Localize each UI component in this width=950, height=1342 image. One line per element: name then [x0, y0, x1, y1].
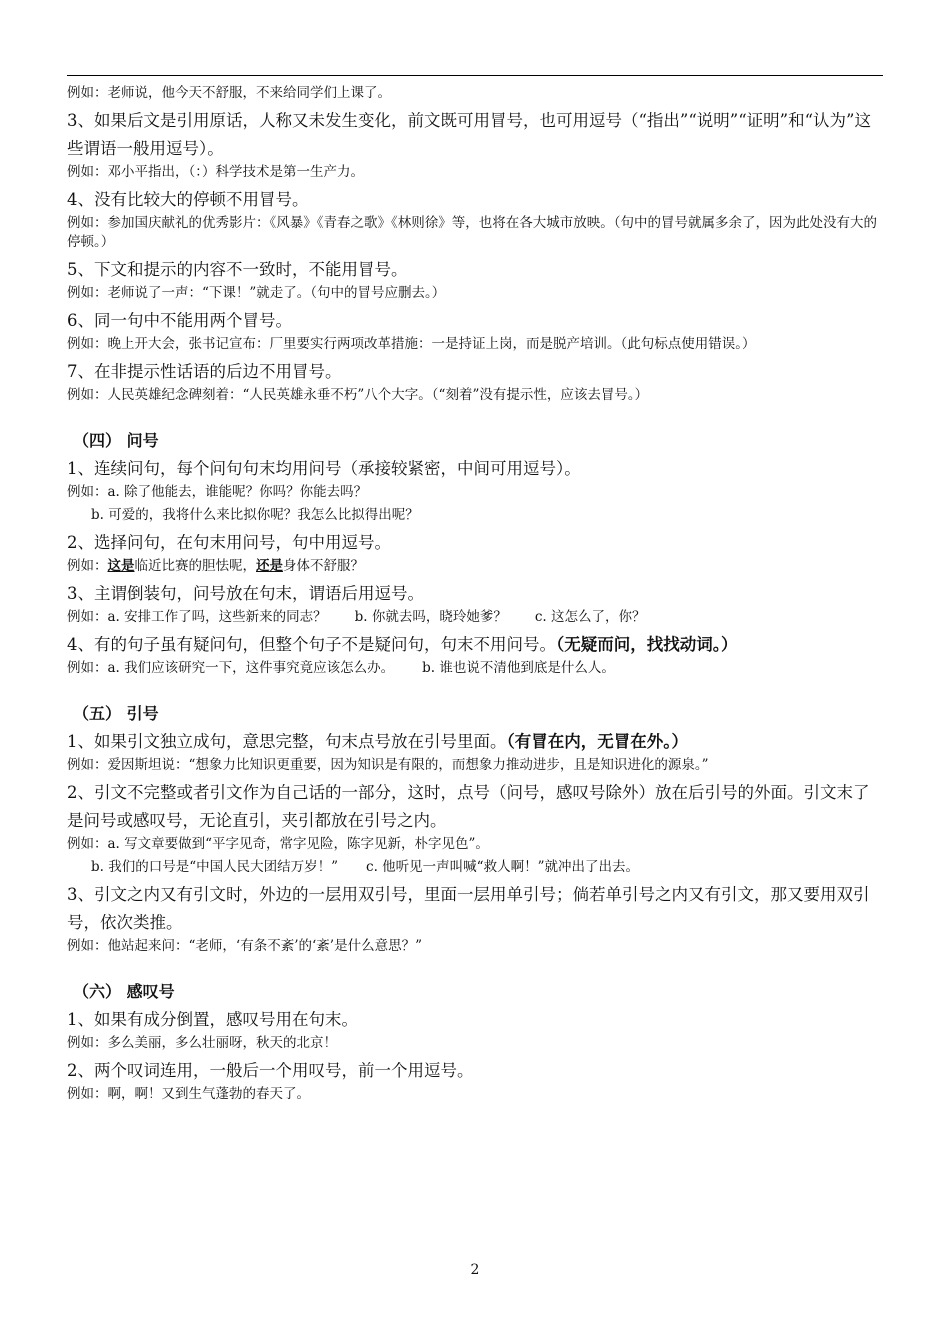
- example-line: [67, 557, 885, 576]
- example-line: 例如：人民英雄纪念碑刻着：“人民英雄永垂不朽”八个大字。（“刻着”没有提示性，应该去冒号。）: [67, 387, 649, 403]
- section-heading: （四） 问号: [73, 431, 159, 450]
- example-b: b. 你就去吗，晓玲她爹？: [354, 609, 507, 625]
- rule-line: [67, 728, 885, 756]
- rule-line: 3、如果后文是引用原话，人称又未发生变化，前文既可用冒号，也可用逗号（“指出”“说明”“证明”和“认为”这些谓语一般用逗号）。: [67, 111, 871, 158]
- example-line: [67, 858, 885, 877]
- rule-line: 4、没有比较大的停顿不用冒号。: [67, 190, 309, 209]
- header-rule: [67, 75, 883, 76]
- example-line: 例如：a. 除了他能去，谁能呢？你吗？你能去吗？: [67, 484, 368, 500]
- example-line: 例如：爱因斯坦说：“想象力比知识更重要，因为知识是有限的，而想象力推动进步，且是知识进化的源泉。”: [67, 757, 709, 773]
- rule-tip: （无疑而问，找找动词。）: [556, 635, 738, 654]
- example-line: 例如：老师说了一声：“下课！”就走了。（句中的冒号应删去。）: [67, 285, 446, 301]
- rule-line: 2、引文不完整或者引文作为自己话的一部分，这时，点号（问号，感叹号除外）放在后引号的外面。引文末了是问号或感叹号，无论直引，夹引都放在引号之内。: [67, 783, 870, 830]
- example-b: b. 我们的口号是“中国人民大团结万岁！”: [91, 859, 339, 875]
- rule-text: 4、有的句子虽有疑问句，但整个句子不是疑问句，句末不用问号。: [67, 635, 556, 654]
- example-prefix: 例如：: [67, 558, 108, 574]
- rule-line: 3、主谓倒装句，问号放在句末，谓语后用逗号。: [67, 584, 424, 603]
- rule-text: 1、如果引文独立成句，意思完整，句末点号放在引号里面。: [67, 732, 507, 751]
- rule-line: 6、同一句中不能用两个冒号。: [67, 311, 292, 330]
- example-c: c. 他听见一声叫喊“救人啊！”就冲出了出去。: [366, 859, 639, 875]
- rule-line: 5、下文和提示的内容不一致时，不能用冒号。: [67, 260, 408, 279]
- example-text: 临近比赛的胆怯呢，: [134, 558, 256, 574]
- example-line: 例如：参加国庆献礼的优秀影片：《风暴》《青春之歌》《林则徐》等，也将在各大城市放映。（句中的冒号就属多余了，因为此处没有大的停顿。）: [67, 215, 877, 250]
- example-a: 例如：a. 安排工作了吗，这些新来的同志？: [67, 609, 327, 625]
- emphasis-text: 还是: [256, 558, 283, 574]
- rule-tip: （有冒在内，无冒在外。）: [506, 732, 688, 751]
- rule-line: 1、如果有成分倒置，感叹号用在句末。: [67, 1010, 358, 1029]
- rule-line: 2、选择问句，在句末用问号，句中用逗号。: [67, 533, 391, 552]
- example-line: 例如：晚上开大会，张书记宣布：厂里要实行两项改革措施：一是持证上岗，而是脱产培训。（此句标点使用错误。）: [67, 336, 756, 352]
- rule-line: 1、连续问句，每个问句句末均用问号（承接较紧密，中间可用逗号）。: [67, 459, 581, 478]
- emphasis-text: 这是: [107, 558, 135, 574]
- example-line: 例如：邓小平指出，（：）科学技术是第一生产力。: [67, 164, 364, 180]
- section-heading: （五） 引号: [73, 704, 159, 723]
- example-line: 例如：他站起来问：“老师，‘有条不紊’的‘紊’是什么意思？”: [67, 938, 422, 954]
- example-line: [67, 608, 885, 627]
- rule-line: 7、在非提示性话语的后边不用冒号。: [67, 362, 342, 381]
- example-b: b. 谁也说不清他到底是什么人。: [422, 660, 615, 676]
- page-number: 2: [470, 1262, 480, 1278]
- example-line: 例如：a. 写文章要做到“平字见奇，常字见险，陈字见新，朴字见色”。: [67, 836, 489, 852]
- example-line: 例如：老师说，他今天不舒服，不来给同学们上课了。: [67, 85, 391, 101]
- example-line: b. 可爱的，我将什么来比拟你呢？我怎么比拟得出呢？: [91, 507, 419, 523]
- rule-line: 3、引文之内又有引文时，外边的一层用双引号，里面一层用单引号；倘若单引号之内又有引文，那又要用双引号，依次类推。: [67, 885, 870, 932]
- example-line: 例如：多么美丽，多么壮丽呀，秋天的北京！: [67, 1035, 337, 1051]
- example-text: 身体不舒服？: [283, 558, 364, 574]
- page-body: [67, 84, 885, 1108]
- example-line: 例如：啊，啊！又到生气蓬勃的春天了。: [67, 1086, 310, 1102]
- rule-line: [67, 631, 885, 659]
- example-line: [67, 659, 885, 678]
- example-c: c. 这怎么了，你？: [534, 609, 646, 625]
- example-a: 例如：a. 我们应该研究一下，这件事究竟应该怎么办。: [67, 660, 395, 676]
- rule-line: 2、两个叹词连用，一般后一个用叹号，前一个用逗号。: [67, 1061, 474, 1080]
- section-heading: （六） 感叹号: [73, 982, 175, 1001]
